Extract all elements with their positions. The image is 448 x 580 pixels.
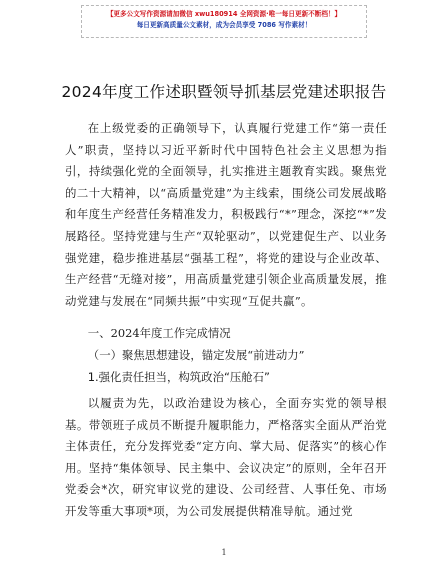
subsection-heading: （一）聚焦思想建设，锚定发展“前进动力” (87, 348, 305, 362)
body-paragraph: 以履责为先，以政治建设为核心，全面夯实党的领导根基。带领班子成员不断提升履职能力，严格落实全面从严治党主体责任，充分发挥党委“定方向、掌大局、促落实”的核心作用。坚持“集体领导、民主集中、会议决定”的原则，全年召开党委会*次，研究审议党的建设、公司经营、人事任免、市场开发等重大事项*项，为公司发展提供精准导航。通过党 (65, 396, 387, 518)
document-title: 2024年度工作述职暨领导抓基层党建述职报告 (61, 83, 387, 101)
promo-banner-line-1: 【更多公文写作资源请加微信 xwu180914 全网资源·唯一每日更新不断档！】 (106, 10, 342, 18)
promo-banner (81, 5, 367, 38)
intro-paragraph: 在上级党委的正确领导下，认真履行党建工作“第一责任人”职责，坚持以习近平新时代中国特色社会主义思想为指引，持续强化党的全面领导，扎实推进主题教育实践。聚焦党的二十大精神，以“高质量党建”为主线索，围绕公司发展战略和年度生产经营任务精准发力，积极践行“*”理念，深挖“*”发展路径。坚持党建与生产“双轮驱动”，以党建促生产、以业务强党建，稳步推进基层“强基工程”，将党的建设与企业改革、生产经营“无缝对接”，用高质量党建引领企业高质量发展，推动党建与发展在“同频共振”中实现“互促共赢”。 (65, 121, 387, 308)
item-heading: 1.强化责任担当，构筑政治“压舱石” (87, 370, 270, 384)
section-heading: 一、2024年度工作完成情况 (87, 326, 231, 340)
page-number: 1 (221, 548, 227, 557)
promo-banner-line-2: 每日更新高质量公文素材，成为会员享受 7086 写作素材！ (136, 21, 312, 29)
